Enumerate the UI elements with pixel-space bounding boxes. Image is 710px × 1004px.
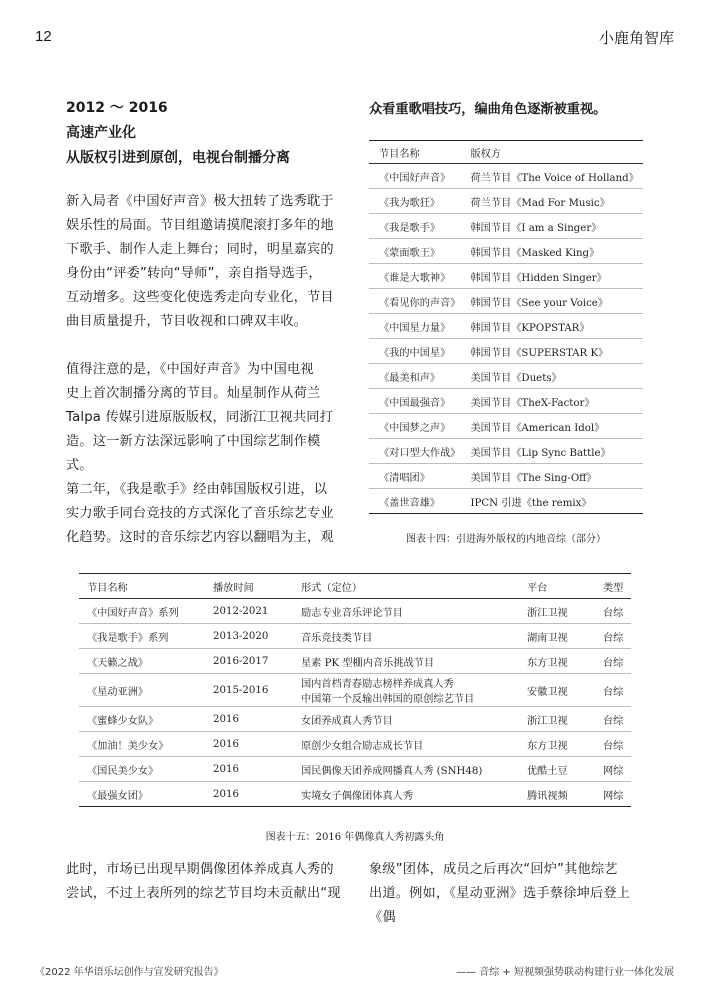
table-cell: 星素 PK 型棚内音乐挑战节目 <box>293 649 519 674</box>
column-header: 节目名称 <box>369 141 461 164</box>
table-cell: 《中国梦之声》 <box>369 414 461 439</box>
text-line: 新入局者《中国好声音》极大扭转了选秀耽于 <box>66 194 334 209</box>
table-row <box>369 264 643 289</box>
table-header-row <box>79 574 631 599</box>
table-row <box>369 214 643 239</box>
table-caption: 图表十四：引进海外版权的内地音综（部分） <box>406 534 606 545</box>
table-cell: 韩国节目《KPOPSTAR》 <box>461 314 644 339</box>
table-cell: 台综 <box>595 624 631 649</box>
table-cell: 荷兰节目《The Voice of Holland》 <box>461 164 644 189</box>
table-row <box>79 782 631 807</box>
table-cell: 女团养成真人秀节目 <box>293 707 519 732</box>
column-header: 版权方 <box>461 141 644 164</box>
table-cell: 网综 <box>603 790 624 802</box>
right-column-text: 众看重歌唱技巧，编曲角色逐渐被重视。 <box>369 102 607 117</box>
section-subtitle: 从版权引进到原创，电视台制播分离 <box>66 150 290 166</box>
table-cell: 2012-2021 <box>205 599 293 624</box>
table-row <box>79 674 631 707</box>
table-cell: 《谁是大歌神》 <box>369 264 461 289</box>
table-header-row <box>369 141 643 164</box>
table-cell: 东方卫视 <box>519 732 595 757</box>
table-row <box>369 164 643 189</box>
table-cell: 2015-2016 <box>205 674 293 707</box>
table-cell: 《中国最强音》 <box>369 389 461 414</box>
table-cell: 腾讯视频 <box>527 790 568 802</box>
table-cell: 《最美和声》 <box>369 364 461 389</box>
table-cell: 韩国节目《Hidden Singer》 <box>461 264 644 289</box>
text-line: 此时，市场已出现早期偶像团体养成真人秀的 <box>66 862 334 877</box>
table-cell: 原创少女组合励志成长节目 <box>293 732 519 757</box>
column-header: 类型 <box>595 574 631 599</box>
table-row <box>369 314 643 339</box>
text-line: 史上首次制播分离的节目。灿星制作从荷兰 <box>66 386 321 401</box>
text-line: 互动增多。这些变化使选秀走向专业化，节目 <box>66 290 334 305</box>
table-row <box>369 364 643 389</box>
text-line: 身份由“评委”转向“导师”，亲自指导选手， <box>66 266 322 281</box>
table-cell: 2016 <box>205 757 293 782</box>
table-cell: 韩国节目《Masked King》 <box>461 239 644 264</box>
column-header: 平台 <box>519 574 595 599</box>
paragraph-1 <box>66 190 346 334</box>
table-row <box>369 339 643 364</box>
table-cell: 《清唱团》 <box>369 464 461 489</box>
text-line: 曲目质量提升，节目收视和口碑双丰收。 <box>66 314 307 329</box>
table-caption: 图表十五：2016 年偶像真人秀初露头角 <box>265 832 445 843</box>
text-line: 化趋势。这时的音乐综艺内容以翻唱为主，观 <box>66 530 334 545</box>
text-line: 出道。例如，《星动亚洲》选手蔡徐坤后登上《偶 <box>369 886 631 925</box>
table-cell: 韩国节目《I am a Singer》 <box>461 214 644 239</box>
table-cell: 东方卫视 <box>519 649 595 674</box>
table-cell: 《星动亚洲》 <box>79 674 205 707</box>
text-line: Talpa 传媒引进原版版权，同浙江卫视共同打 <box>66 410 334 425</box>
idol-show-table <box>79 573 631 807</box>
table-cell: 实境女子偶像团体真人秀 <box>301 790 414 802</box>
table-row <box>79 624 631 649</box>
text-line: 造。这一新方法深远影响了中国综艺制作模式。 <box>66 434 321 473</box>
table-cell: 《天籁之战》 <box>79 649 205 674</box>
table-cell: 优酷土豆 <box>519 757 595 782</box>
paragraph-2 <box>66 358 346 478</box>
table-cell: 湖南卫视 <box>519 624 595 649</box>
table-cell: IPCN 引进《the remix》 <box>470 497 592 509</box>
table-cell: 台综 <box>595 707 631 732</box>
text-line: 值得注意的是，《中国好声音》为中国电视 <box>66 362 314 377</box>
section-years: 2012 ～ 2016 <box>66 100 168 116</box>
table-row <box>79 707 631 732</box>
table-cell: 《国民美少女》 <box>79 757 205 782</box>
table-cell: 浙江卫视 <box>519 707 595 732</box>
table-cell: 美国节目《The Sing-Off》 <box>461 464 644 489</box>
text-line: 实力歌手同台竞技的方式深化了音乐综艺专业 <box>66 506 334 521</box>
table-cell: 美国节目《Lip Sync Battle》 <box>461 439 644 464</box>
table-row <box>79 599 631 624</box>
table-row <box>79 757 631 782</box>
copyright-table <box>369 140 643 514</box>
table-row <box>79 649 631 674</box>
page-number: 12 <box>35 28 52 45</box>
table-cell: 韩国节目《SUPERSTAR K》 <box>461 339 644 364</box>
table-cell: 台综 <box>595 732 631 757</box>
table-cell: 《中国星力量》 <box>369 314 461 339</box>
table-cell: 2016 <box>205 732 293 757</box>
table-cell-multiline <box>293 674 519 707</box>
table-row <box>369 439 643 464</box>
table-cell: 《加油！美少女》 <box>79 732 205 757</box>
table-cell: 励志专业音乐评论节目 <box>293 599 519 624</box>
table-cell: 《蜜蜂少女队》 <box>79 707 205 732</box>
table-cell: 《我的中国星》 <box>369 339 461 364</box>
cell-line: 国内首档青春励志榜样养成真人秀 <box>301 679 454 690</box>
table-row <box>369 389 643 414</box>
table-cell: 2016 <box>213 788 239 800</box>
table-row <box>369 414 643 439</box>
table-cell: 音乐竞技类节目 <box>293 624 519 649</box>
text-line: 下歌手、制作人走上舞台；同时，明星嘉宾的 <box>66 242 334 257</box>
table-cell: 国民偶像天团养成网播真人秀 (SNH48) <box>293 757 519 782</box>
table-cell: 《盖世音雄》 <box>379 497 441 509</box>
table-cell: 浙江卫视 <box>519 599 595 624</box>
table-cell: 《我是歌手》系列 <box>79 624 205 649</box>
bottom-left-paragraph <box>66 858 346 906</box>
table-cell: 《最强女团》 <box>87 790 149 802</box>
column-header: 播放时间 <box>205 574 293 599</box>
table-cell: 《中国好声音》 <box>369 164 461 189</box>
table-cell: 荷兰节目《Mad For Music》 <box>461 189 644 214</box>
table-cell: 《对口型大作战》 <box>369 439 461 464</box>
table-cell: 《中国好声音》系列 <box>79 599 205 624</box>
table-cell: 《我为歌狂》 <box>369 189 461 214</box>
text-line: 娱乐性的局面。节目组邀请摸爬滚打多年的地 <box>66 218 334 233</box>
bottom-right-paragraph <box>369 858 649 930</box>
column-header: 形式（定位） <box>293 574 519 599</box>
table-cell: 2013-2020 <box>205 624 293 649</box>
table-cell: 《蒙面歌王》 <box>369 239 461 264</box>
table-cell: 《我是歌手》 <box>369 214 461 239</box>
footer-chapter-title: —— 音综 + 短视频强势联动构建行业一体化发展 <box>456 967 674 978</box>
text-line: 象级”团体，成员之后再次“回炉”其他综艺 <box>369 862 618 877</box>
footer-report-title: 《2022 年华语乐坛创作与宣发研究报告》 <box>35 967 224 978</box>
table-cell: 韩国节目《See your Voice》 <box>461 289 644 314</box>
paragraph-3 <box>66 478 346 550</box>
table-cell: 台综 <box>595 599 631 624</box>
cell-line: 中国第一个反输出韩国的原创综艺节目 <box>301 694 475 705</box>
table-cell: 2016-2017 <box>205 649 293 674</box>
table-cell: 台综 <box>595 674 631 707</box>
text-line: 第二年，《我是歌手》经由韩国版权引进，以 <box>66 482 328 497</box>
table-cell: 2016 <box>205 707 293 732</box>
table-cell: 美国节目《TheX-Factor》 <box>461 389 644 414</box>
table-cell: 美国节目《Duets》 <box>461 364 644 389</box>
table-row <box>369 489 643 514</box>
table-cell: 《看见你的声音》 <box>369 289 461 314</box>
table-row <box>369 239 643 264</box>
table-cell: 网综 <box>595 757 631 782</box>
brand-name: 小鹿角智库 <box>598 29 674 47</box>
table-cell: 台综 <box>595 649 631 674</box>
section-title: 高速产业化 <box>66 125 136 141</box>
text-line: 尝试，不过上表所列的综艺节目均未贡献出“现 <box>66 886 341 901</box>
table-row <box>369 189 643 214</box>
table-row <box>79 732 631 757</box>
column-header: 节目名称 <box>79 574 205 599</box>
table-row <box>369 464 643 489</box>
table-cell: 安徽卫视 <box>519 674 595 707</box>
table-row <box>369 289 643 314</box>
table-cell: 美国节目《American Idol》 <box>461 414 644 439</box>
